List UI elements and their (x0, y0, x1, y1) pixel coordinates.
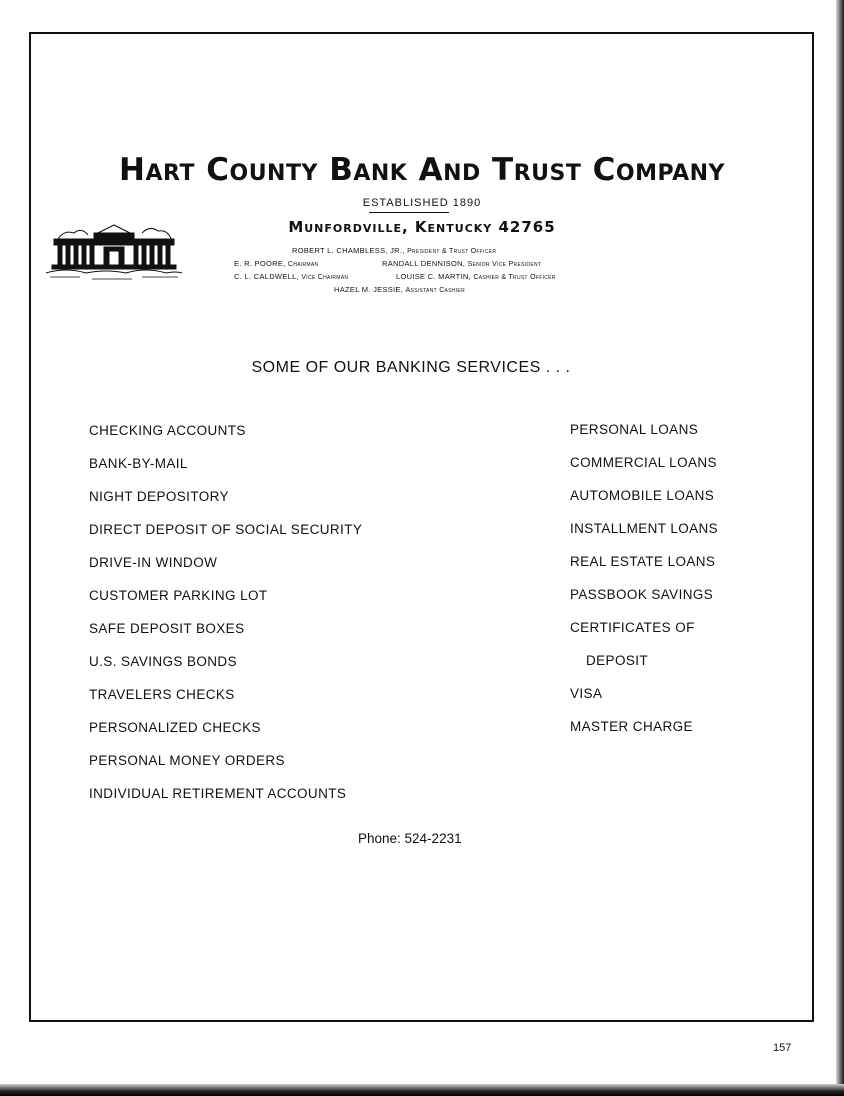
service-item: VISA (570, 686, 603, 701)
service-item: BANK-BY-MAIL (89, 456, 188, 471)
service-item: PERSONALIZED CHECKS (89, 720, 261, 735)
service-item: INSTALLMENT LOANS (570, 521, 719, 536)
services-heading: SOME OF OUR BANKING SERVICES . . . (251, 359, 571, 376)
officer-name: C. L. CALDWELL, (234, 272, 299, 281)
service-item: DEPOSIT (586, 653, 649, 668)
service-item: U.S. SAVINGS BONDS (89, 654, 237, 669)
service-item: MASTER CHARGE (570, 719, 693, 734)
officer-name: RANDALL DENNISON, (382, 259, 466, 268)
service-item: PERSONAL LOANS (570, 422, 699, 437)
service-item: INDIVIDUAL RETIREMENT ACCOUNTS (89, 786, 347, 801)
bank-name: Hart County Bank And Trust Company (119, 152, 725, 188)
page-bottom-edge-shadow (0, 1084, 844, 1096)
officer-title: Senior Vice President (467, 261, 542, 268)
service-item: AUTOMOBILE LOANS (570, 488, 715, 503)
officer-name: E. R. POORE, (234, 259, 286, 268)
bank-building-illustration (46, 213, 182, 283)
officer-cashier (396, 272, 556, 281)
officer-name: HAZEL M. JESSIE, (334, 285, 404, 294)
officer-title: Chairman (287, 261, 319, 268)
phone-number: Phone: 524-2231 (358, 831, 462, 846)
officer-vice-chairman (234, 272, 348, 281)
service-item: DIRECT DEPOSIT OF SOCIAL SECURITY (89, 522, 363, 537)
service-item: TRAVELERS CHECKS (89, 687, 235, 702)
service-item: PASSBOOK SAVINGS (570, 587, 714, 602)
service-item: CUSTOMER PARKING LOT (89, 588, 268, 603)
officer-senior-vice-president (382, 259, 541, 268)
service-item: COMMERCIAL LOANS (570, 455, 717, 470)
service-item: CERTIFICATES OF (570, 620, 695, 635)
service-item: CHECKING ACCOUNTS (89, 423, 246, 438)
officer-chairman (234, 259, 318, 268)
service-item: DRIVE-IN WINDOW (89, 555, 218, 570)
service-item: NIGHT DEPOSITORY (89, 489, 229, 504)
officer-title: Assistant Cashier (405, 287, 465, 294)
officer-assistant-cashier (334, 285, 465, 294)
officer-president (292, 246, 496, 255)
bank-location: Munfordville, Kentucky 42765 (288, 218, 556, 236)
service-item: PERSONAL MONEY ORDERS (89, 753, 285, 768)
officer-name: ROBERT L. CHAMBLESS, JR., (292, 246, 405, 255)
established-rule (369, 212, 449, 213)
officer-name: LOUISE C. MARTIN, (396, 272, 471, 281)
officer-title: Cashier & Trust Officer (473, 274, 556, 281)
service-item: REAL ESTATE LOANS (570, 554, 716, 569)
service-item: SAFE DEPOSIT BOXES (89, 621, 245, 636)
established-line: ESTABLISHED 1890 (362, 197, 482, 209)
officer-title: Vice Chairman (301, 274, 349, 281)
page-number: 157 (773, 1042, 792, 1054)
officer-title: President & Trust Officer (407, 248, 497, 255)
